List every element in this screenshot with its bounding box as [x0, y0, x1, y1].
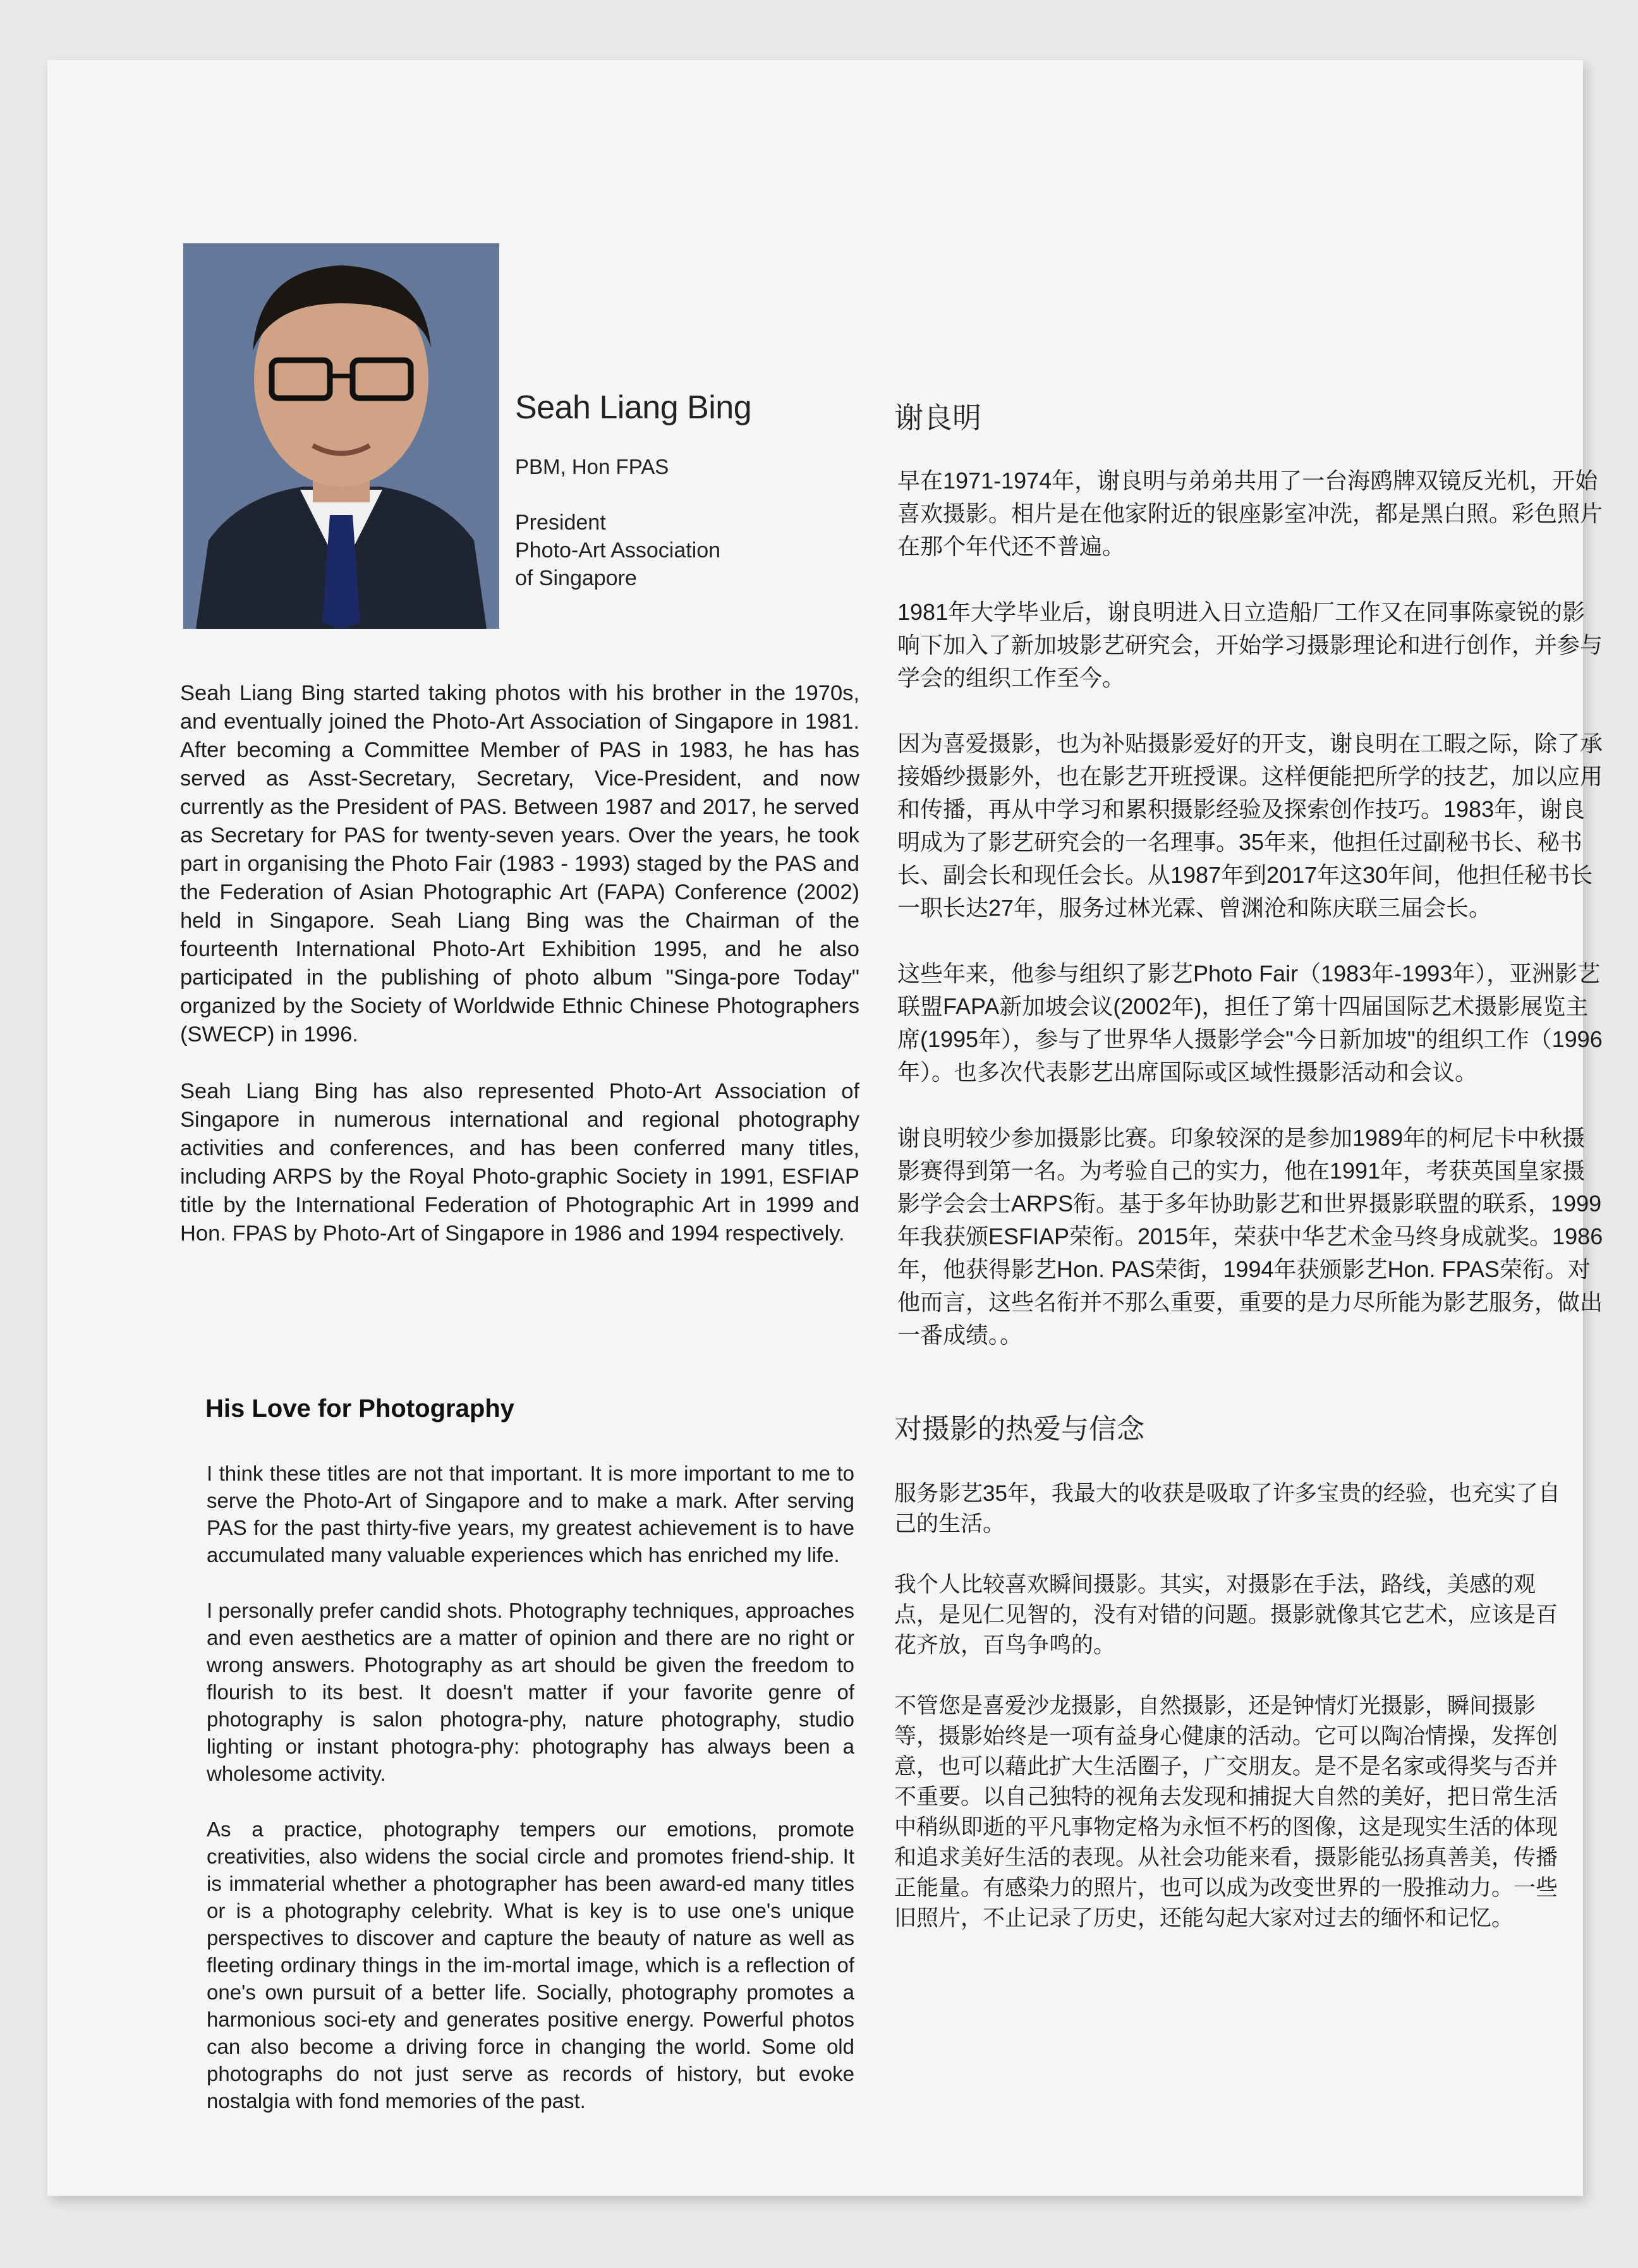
love-paragraph: I personally prefer candid shots. Photography techniques, approaches and even aesthetics are a matter of opinion and there are no right or wrong answers. Photography as art should be given the freedom to flourish to its best. It doesn't matter if your favorite genre of photography is salon photogra-phy, nature photography, studio lighting or instant photogra-phy: photography has always been a wholesome activity. — [207, 1599, 854, 1785]
english-love-section — [207, 1460, 854, 2143]
bio-paragraph-zh: 因为喜爱摄影，也为补贴摄影爱好的开支，谢良明在工暇之际，除了承接婚纱摄影外，也在影艺开班授课。这样便能把所学的技艺，加以应用和传播，再从中学习和累积摄影经验及探索创作技巧。1983年，谢良明成为了影艺研究会的一名理事。35年来，他担任过副秘书长、秘书长、副会长和现任会长。从1987年到2017年这30年间，他担任秘书长一职长达27年，服务过林光霖、曾渊沧和陈庆联三届会长。 — [897, 731, 1603, 921]
subject-role — [515, 509, 869, 592]
role-line: Photo-Art Association — [515, 538, 721, 562]
bio-paragraph-zh: 早在1971-1974年，谢良明与弟弟共用了一台海鸥牌双镜反光机，开始喜欢摄影。相片是在他家附近的银座影室冲洗，都是黑白照。彩色照片在那个年代还不普遍。 — [897, 468, 1603, 559]
subject-name: Seah Liang Bing — [515, 389, 752, 426]
bio-paragraph-zh: 谢良明较少参加摄影比赛。印象较深的是参加1989年的柯尼卡中秋摄影赛得到第一名。为考验自己的实力，他在1991年，考获英国皇家摄影学会会士ARPS衔。基于多年协助影艺和世界摄影联盟的联系，1999年我获颁ESFIAP荣衔。2015年，荣获中华艺术金马终身成就奖。1986年，他获得影艺Hon. PAS荣街，1994年获颁影艺Hon. FPAS荣衔。对他而言，这些名衔并不那么重要，重要的是力尽所能为影艺服务，做出一番成绩。。 — [897, 1125, 1603, 1348]
bio-paragraph-zh: 这些年来，他参与组织了影艺Photo Fair（1983年-1993年），亚洲影艺联盟FAPA新加坡会议(2002年)，担任了第十四届国际艺术摄影展览主席(1995年），参与了世界华人摄影学会"今日新加坡"的组织工作（1996年）。也多次代表影艺出席国际或区域性摄影活动和会议。 — [897, 961, 1603, 1085]
chinese-love-section — [894, 1479, 1564, 1964]
role-line: of Singapore — [515, 566, 637, 590]
chinese-name: 谢良明 — [894, 401, 981, 434]
love-paragraph-zh: 我个人比较喜欢瞬间摄影。其实，对摄影在手法，路线，美感的观点，是见仁见智的，没有对错的问题。摄影就像其它艺术，应该是百花齐放，百鸟争鸣的。 — [894, 1572, 1558, 1658]
portrait-illustration — [183, 243, 499, 629]
love-heading-english: His Love for Photography — [205, 1395, 514, 1422]
english-biography — [180, 679, 859, 1277]
portrait-photo — [183, 243, 499, 629]
bio-paragraph: Seah Liang Bing has also represented Photo-Art Association of Singapore in numerous international and regional photography activities and conferences, and has been conferred many titles, including ARPS by the Royal Photo-graphic Society in 1991, ESFIAP title by the International Federation of Photographic Art in 1999 and Hon. FPAS by Photo-Art of Singapore in 1986 and 1994 respectively. — [180, 1079, 859, 1246]
bio-paragraph-zh: 1981年大学毕业后，谢良明进入日立造船厂工作又在同事陈豪锐的影响下加入了新加坡影艺研究会，开始学习摄影理论和进行创作，并参与学会的组织工作至今。 — [897, 599, 1603, 691]
love-paragraph: I think these titles are not that important. It is more important to me to serve the Photo-Art of Singapore and to make a mark. After serving PAS for the past thirty-five years, my greatest achievement is to have accumulated many valuable experiences which has enriched my life. — [207, 1462, 854, 1567]
love-heading-chinese: 对摄影的热爱与信念 — [894, 1414, 1144, 1445]
love-paragraph: As a practice, photography tempers our emotions, promote creativities, also widens the social circle and promotes friend-ship. It is immaterial whether a photographer has been award-ed many titles or is a photography celebrity. What is key is to use one's unique perspectives to discover and capture the beauty of nature as well as fleeting ordinary things in the im-mortal image, which is a reflection of one's own pursuit of a better life. Socially, photography promotes a harmonious soci-ety and generates positive energy. Powerful photos can also become a driving force in changing the world. Some old photographs do not just serve as records of history, but evoke nostalgia with fond memories of the past. — [207, 1817, 854, 2113]
love-paragraph-zh: 不管您是喜爱沙龙摄影，自然摄影，还是钟情灯光摄影，瞬间摄影等，摄影始终是一项有益身心健康的活动。它可以陶冶情操，发挥创意，也可以藉此扩大生活圈子，广交朋友。是不是名家或得奖与否并不重要。以自己独特的视角去发现和捕捉大自然的美好，把日常生活中稍纵即逝的平凡事物定格为永恒不朽的图像，这是现实生活的体现和追求美好生活的表现。从社会功能来看，摄影能弘扬真善美，传播正能量。有感染力的照片，也可以成为改变世界的一股推动力。一些旧照片，不止记录了历史，还能勾起大家对过去的缅怀和记忆。 — [894, 1694, 1558, 1931]
role-line: President — [515, 511, 606, 535]
postnominals: PBM, Hon FPAS — [515, 455, 669, 478]
exhibition-panel — [47, 60, 1603, 2196]
bio-paragraph: Seah Liang Bing started taking photos with his brother in the 1970s, and eventually joined the Photo-Art Association of Singapore in 1981. After becoming a Committee Member of PAS in 1983, he has has served as Asst-Secretary, Secretary, Vice-President, and now currently as the President of PAS. Between 1987 and 2017, he served as Secretary for PAS for twenty-seven years. Over the years, he took part in organising the Photo Fair (1983 - 1993) staged by the PAS and the Federation of Asian Photographic Art (FAPA) Conference (2002) held in Singapore. Seah Liang Bing was the Chairman of the fourteenth International Photo-Art Exhibition 1995, and he also participated in the publishing of photo album "Singa-pore Today" organized by the Society of Worldwide Ethnic Chinese Photographers (SWECP) in 1996. — [180, 681, 859, 1046]
chinese-biography — [897, 464, 1605, 1385]
love-paragraph-zh: 服务影艺35年，我最大的收获是吸取了许多宝贵的经验，也充实了自己的生活。 — [894, 1481, 1560, 1536]
